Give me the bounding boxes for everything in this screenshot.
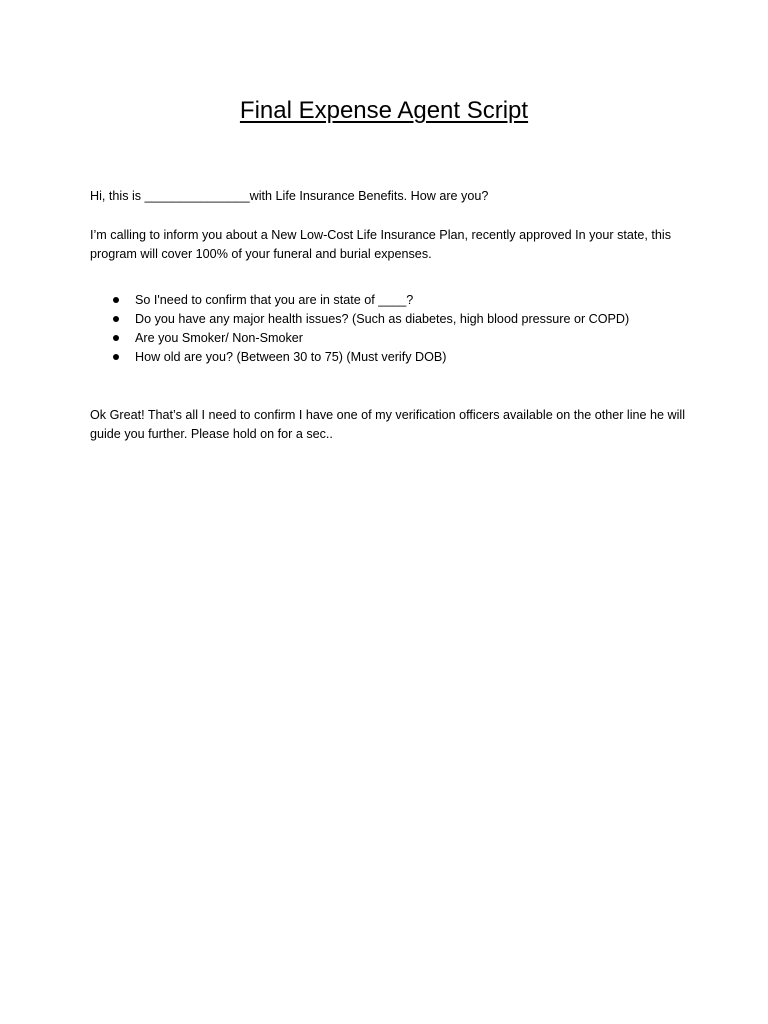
bullet-icon — [113, 354, 119, 360]
bullet-icon — [113, 335, 119, 341]
question-list — [90, 291, 686, 367]
document-title: Final Expense Agent Script — [239, 97, 529, 124]
question-text: So I'need to confirm that you are in state of ____? — [135, 293, 414, 307]
greeting-paragraph: Hi, this is _______________with Life Insurance Benefits. How are you? — [90, 189, 489, 203]
question-text: Do you have any major health issues? (Such as diabetes, high blood pressure or COPD) — [135, 312, 630, 326]
bullet-icon — [113, 297, 119, 303]
question-text: How old are you? (Between 30 to 75) (Must verify DOB) — [135, 350, 447, 364]
intro-paragraph: I’m calling to inform you about a New Low-Cost Life Insurance Plan, recently approved In your state, this program will cover 100% of your funeral and burial expenses. — [90, 228, 672, 261]
closing-paragraph: Ok Great! That’s all I need to confirm I have one of my verification officers available on the other line he will guide you further. Please hold on for a sec.. — [90, 408, 686, 441]
list-item — [90, 310, 686, 329]
question-text: Are you Smoker/ Non-Smoker — [135, 331, 303, 345]
list-item — [90, 291, 686, 310]
list-item — [90, 348, 686, 367]
list-item — [90, 329, 686, 348]
bullet-icon — [113, 316, 119, 322]
